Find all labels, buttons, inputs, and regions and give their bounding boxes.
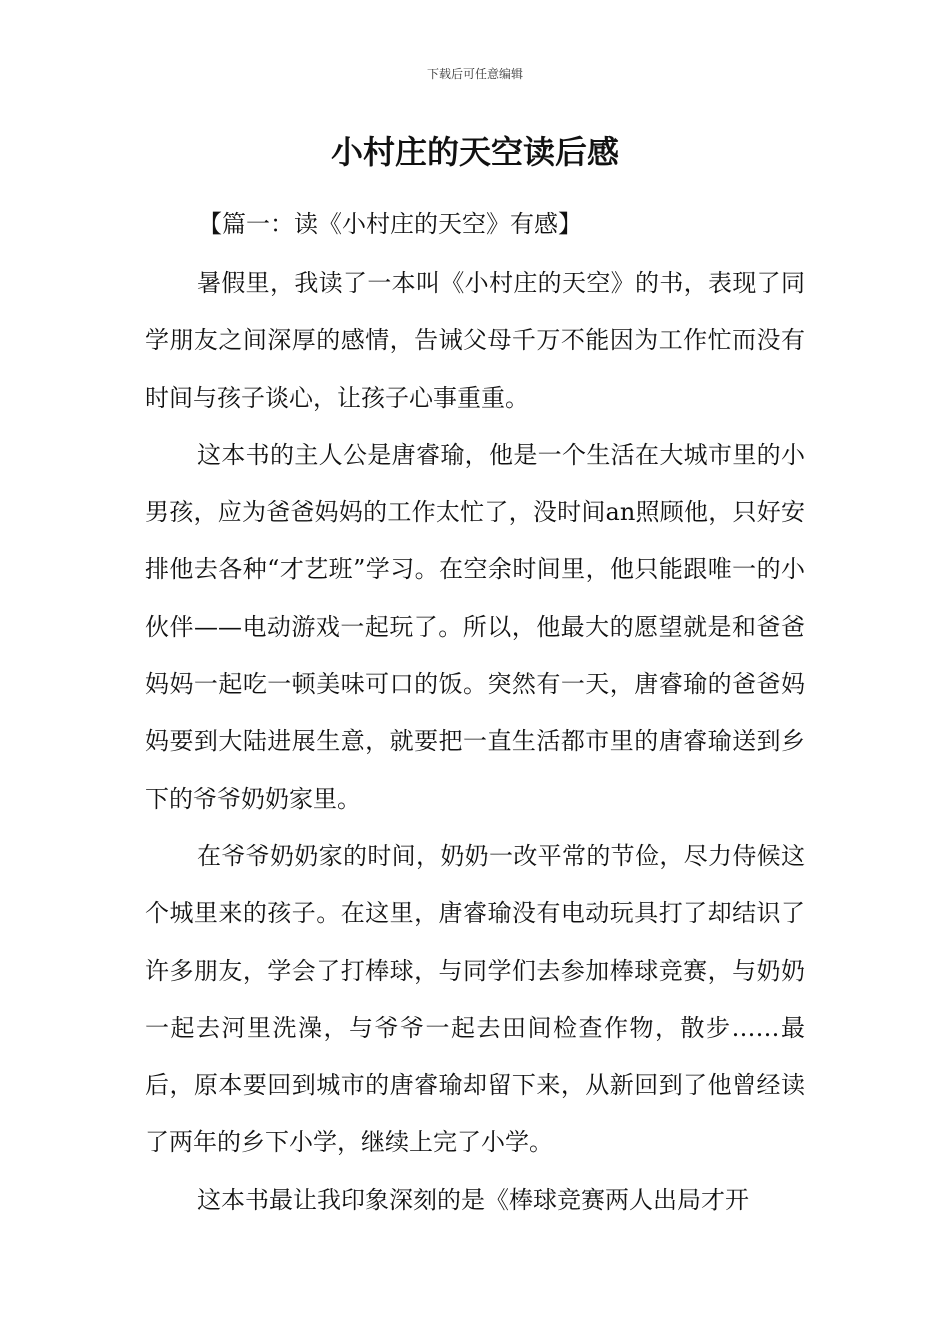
document-title: 小村庄的天空读后感 [330, 133, 619, 171]
header-note: 下载后可任意编辑 [426, 67, 523, 81]
paragraph-4: 这本书最让我印象深刻的是《棒球竞赛两人出局才开 [197, 1185, 749, 1214]
section-heading: 【篇一：读《小村庄的天空》有感】 [198, 210, 582, 238]
paragraph-1: 暑假里，我读了一本叫《小村庄的天空》的书，表现了同学朋友之间深厚的感情，告诫父母千万不能因为工作忙而没有时间与孩子谈心，让孩子心事重重。 [145, 269, 805, 412]
paragraph-3: 在爷爷奶奶家的时间，奶奶一改平常的节俭，尽力侍候这个城里来的孩子。在这里，唐睿瑜没有电动玩具打了却结识了许多朋友，学会了打棒球，与同学们去参加棒球竞赛，与奶奶一起去河里洗澡，与爷爷一起去田间检查作物，散步……最后，原本要回到城市的唐睿瑜却留下来，从新回到了他曾经读了两年的乡下小学，继续上完了小学。 [145, 841, 805, 1157]
paragraph-2: 这本书的主人公是唐睿瑜，他是一个生活在大城市里的小男孩，应为爸爸妈妈的工作太忙了，没时间an照顾他，只好安排他去各种“才艺班”学习。在空余时间里，他只能跟唯一的小伙伴——电动游戏一起玩了。所以，他最大的愿望就是和爸爸妈妈一起吃一顿美味可口的饭。突然有一天，唐睿瑜的爸爸妈妈要到大陆进展生意，就要把一直生活都市里的唐睿瑜送到乡下的爷爷奶奶家里。 [145, 440, 805, 813]
body-text [145, 255, 805, 1229]
